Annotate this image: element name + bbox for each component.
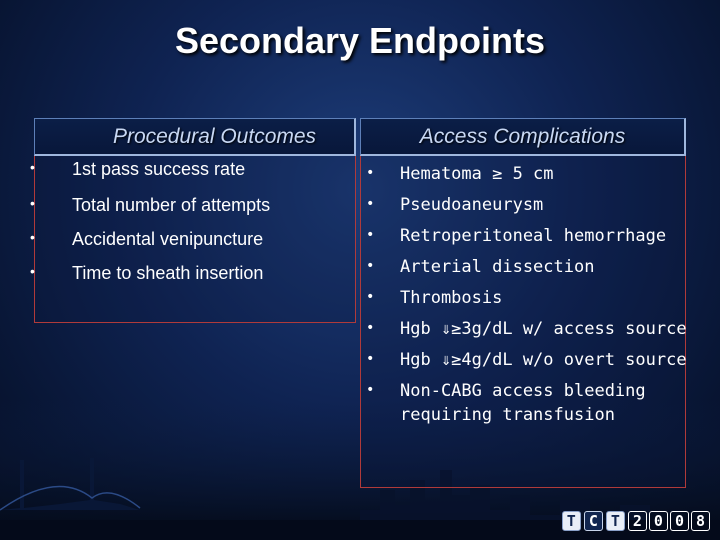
bullet-icon: • (366, 258, 375, 274)
list-item (366, 286, 690, 310)
access-complications-list (366, 162, 690, 434)
bullet-icon: • (30, 229, 35, 245)
bullet-icon: • (366, 382, 375, 398)
item-text: Hematoma ≥ 5 cm (400, 164, 554, 184)
item-text: Time to sheath insertion (72, 263, 264, 283)
item-text: Non-CABG access bleeding requiring transfusion (400, 381, 646, 425)
item-text: Pseudoaneurysm (400, 195, 544, 215)
list-item (366, 317, 690, 341)
logo-year-digit: 0 (670, 511, 689, 531)
list-item (30, 262, 362, 284)
list-item (366, 255, 690, 279)
tct-2008-logo (562, 508, 712, 534)
item-text: Thrombosis (400, 288, 503, 308)
bullet-icon: • (30, 195, 35, 211)
bullet-icon: • (30, 263, 35, 279)
bullet-icon: • (366, 351, 375, 367)
logo-letter: C (584, 511, 603, 531)
bullet-icon: • (30, 159, 35, 175)
procedural-outcomes-header: Procedural Outcomes (34, 118, 356, 156)
logo-year-digit: 0 (649, 511, 668, 531)
bullet-icon: • (366, 289, 375, 305)
list-item (30, 158, 362, 180)
item-text: Hgb ⇓≥3g/dL w/ access source (400, 319, 687, 339)
list-item (30, 194, 362, 216)
list-item (366, 348, 690, 372)
list-item (366, 379, 690, 427)
list-item (366, 193, 690, 217)
bullet-icon: • (366, 227, 375, 243)
item-text: 1st pass success rate (72, 159, 246, 179)
logo-letter: T (606, 511, 625, 531)
slide-title: Secondary Endpoints (174, 20, 546, 61)
list-item (30, 228, 362, 250)
bullet-icon: • (366, 320, 375, 336)
procedural-outcomes-list (30, 158, 362, 296)
access-complications-header: Access Complications (360, 118, 686, 156)
item-text: Retroperitoneal hemorrhage (400, 226, 667, 246)
item-text: Arterial dissection (400, 257, 595, 277)
bullet-icon: • (366, 196, 375, 212)
logo-letter: T (562, 511, 581, 531)
logo-year-digit: 2 (628, 511, 647, 531)
item-text: Total number of attempts (72, 195, 271, 215)
item-text: Accidental venipuncture (72, 229, 264, 249)
bullet-icon: • (366, 165, 375, 181)
logo-year-digit: 8 (691, 511, 710, 531)
list-item (366, 224, 690, 248)
item-text: Hgb ⇓≥4g/dL w/o overt source (400, 350, 687, 370)
list-item (366, 162, 690, 186)
